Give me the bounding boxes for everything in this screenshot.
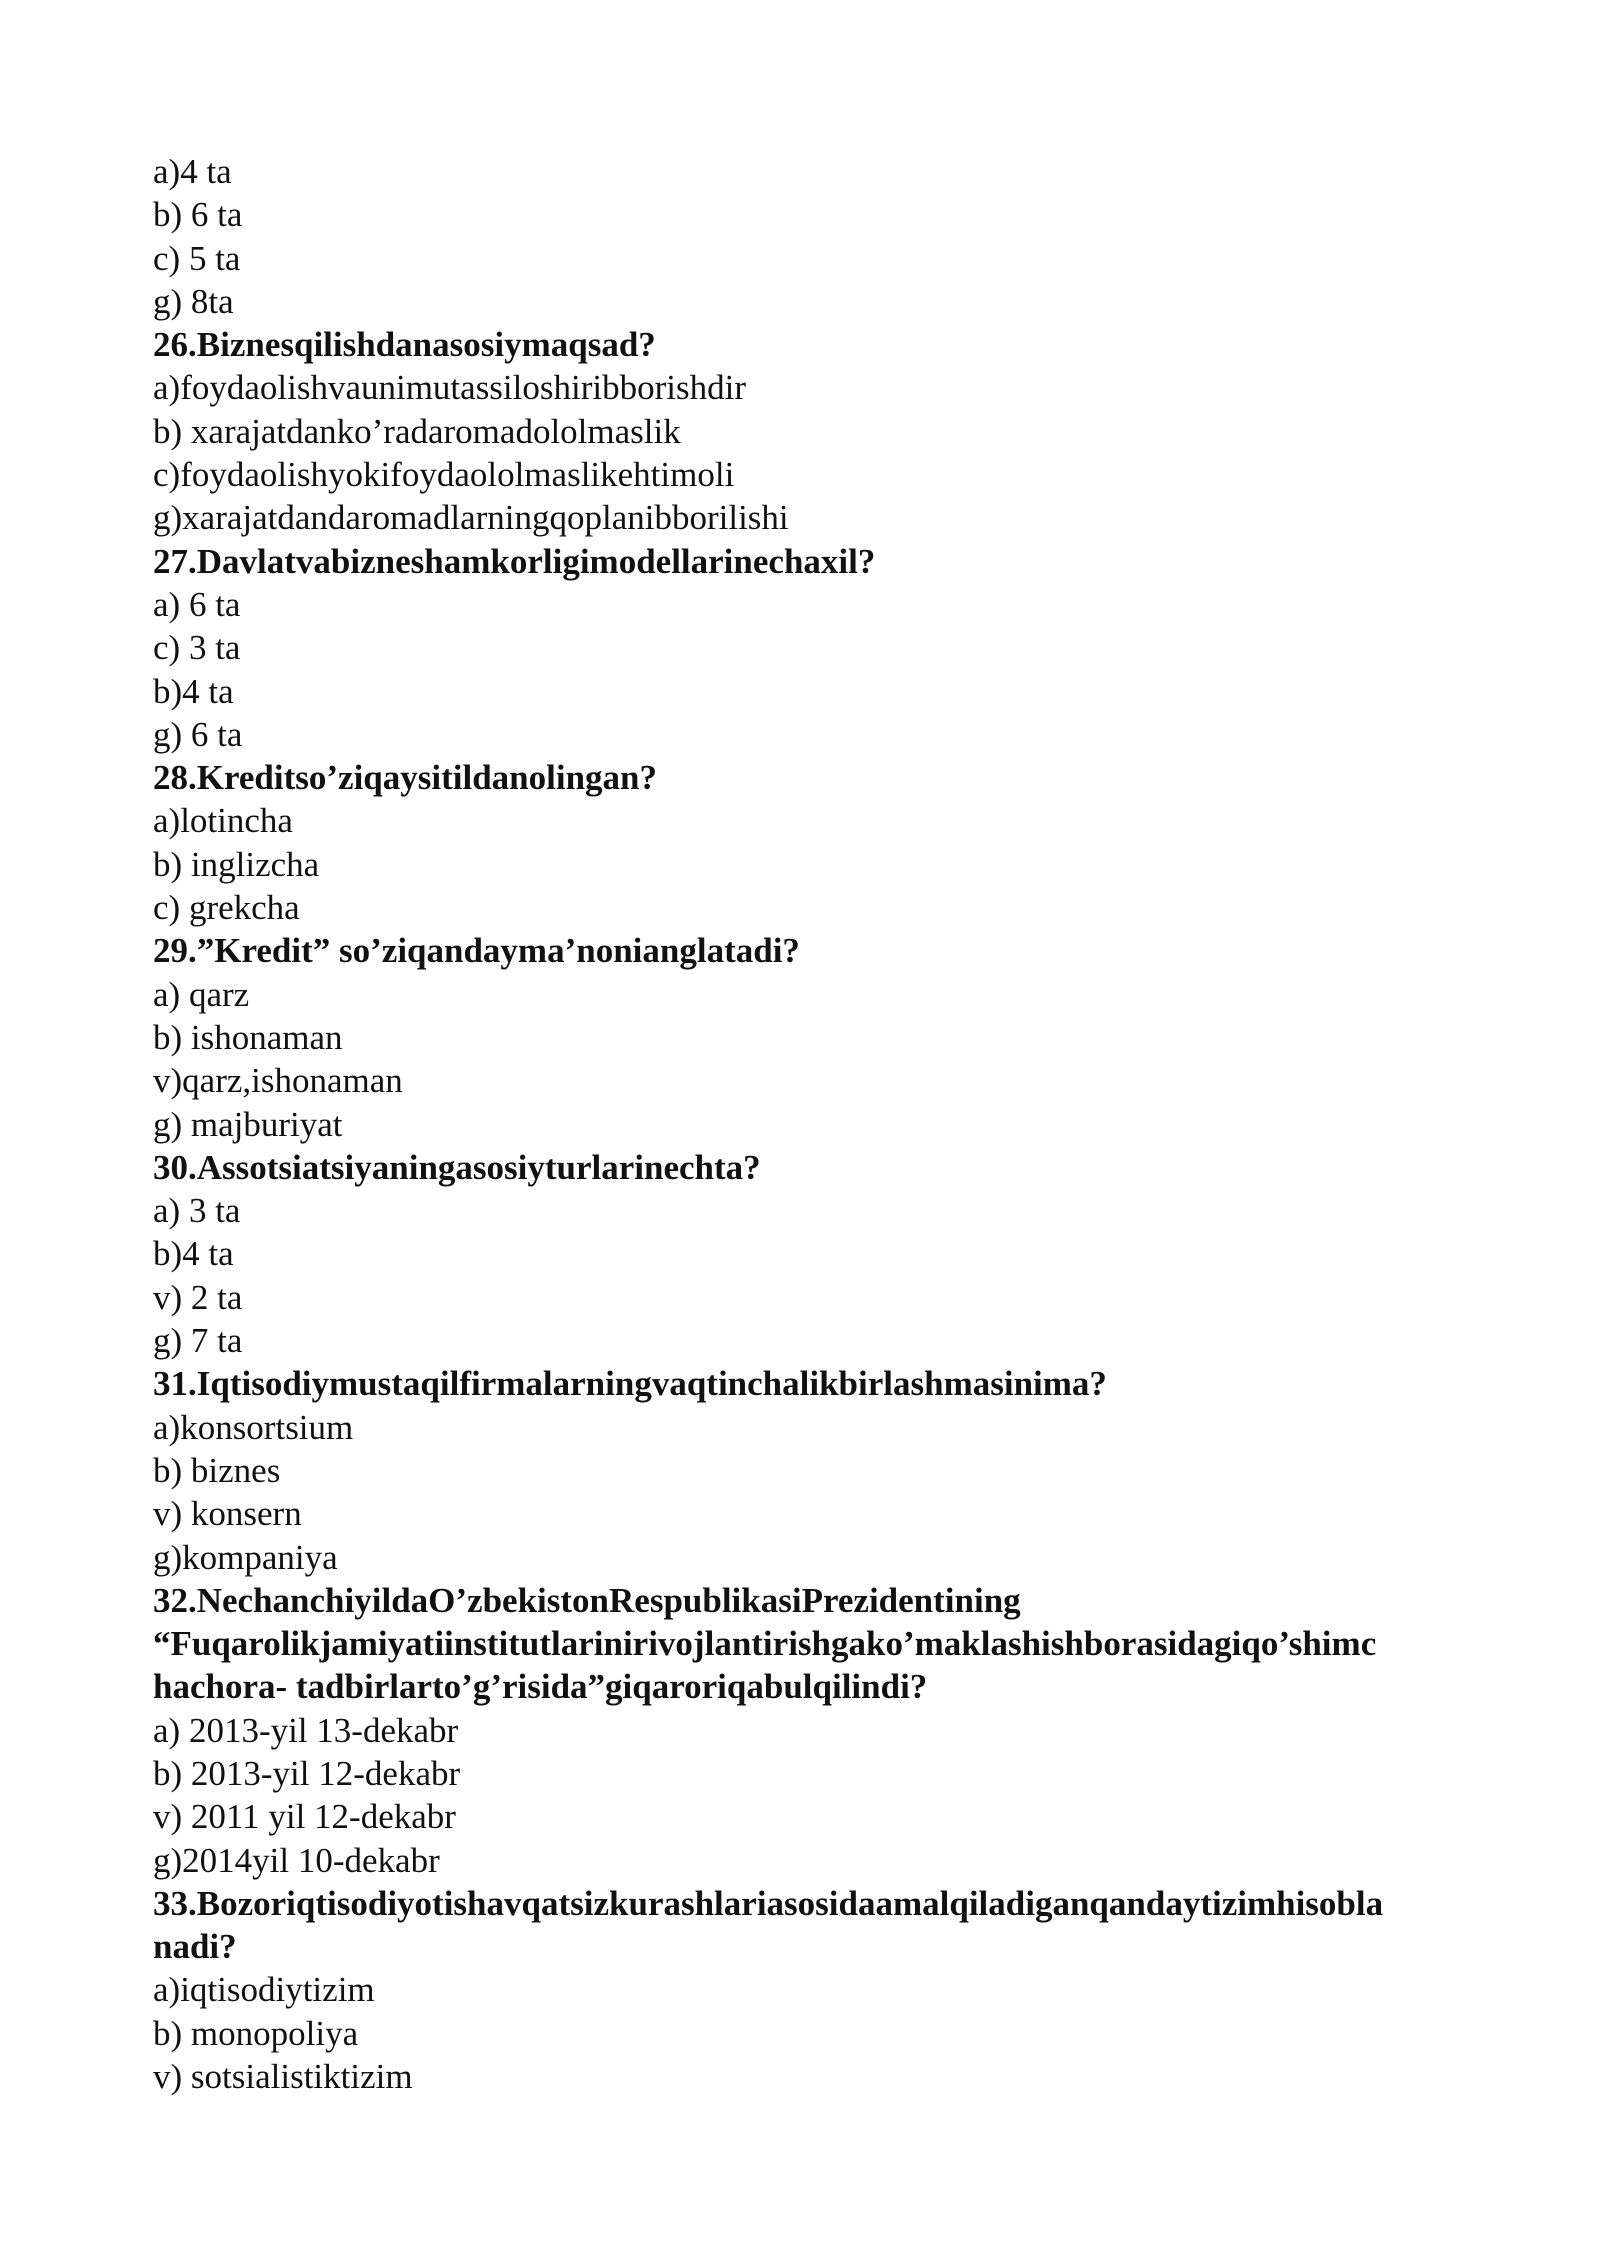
question-text: 30.Assotsiatsiyaningasosiyturlarinechta? bbox=[153, 1147, 761, 1187]
answer-option: g) 7 ta bbox=[153, 1321, 243, 1361]
answer-option: g) 6 ta bbox=[153, 714, 243, 754]
answer-option: v) sotsialistiktizim bbox=[153, 2057, 413, 2097]
answer-option: c) 5 ta bbox=[153, 238, 241, 278]
question-text: hachora- tadbirlarto’g’risida”giqaroriqabulqilindi? bbox=[153, 1667, 928, 1707]
answer-option: b) ishonaman bbox=[153, 1017, 343, 1057]
answer-option: b) inglizcha bbox=[153, 844, 320, 884]
question-text: 29.”Kredit” so’ziqandayma’nonianglatadi? bbox=[153, 931, 800, 971]
question-text: 32.NechanchiyildaO’zbekistonRespublikasiPrezidentining bbox=[153, 1580, 1021, 1620]
answer-option: b) biznes bbox=[153, 1450, 281, 1490]
answer-option: b) 6 ta bbox=[153, 195, 243, 235]
answer-option: g)2014yil 10-dekabr bbox=[153, 1840, 440, 1880]
answer-option: a)iqtisodiytizim bbox=[153, 1970, 375, 2010]
question-text: “Fuqarolikjamiyatiinstitutlarinirivojlantirishgako’maklashishborasidagiqo’shimc bbox=[153, 1624, 1377, 1664]
answer-option: v) 2011 yil 12-dekabr bbox=[153, 1797, 456, 1837]
answer-option: v) konsern bbox=[153, 1494, 302, 1534]
question-text: 27.Davlatvabizneshamkorligimodellarinechaxil? bbox=[153, 541, 876, 581]
question-text: 28.Kreditso’ziqaysitildanolingan? bbox=[153, 758, 658, 798]
question-text: 33.Bozoriqtisodiyotishavqatsizkurashlariasosidaamalqiladiganqandaytizimhisobla bbox=[153, 1883, 1384, 1923]
answer-option: a) qarz bbox=[153, 974, 250, 1014]
answer-option: b)4 ta bbox=[153, 1234, 234, 1274]
answer-option: a)lotincha bbox=[153, 801, 293, 841]
answer-option: a) 6 ta bbox=[153, 584, 241, 624]
answer-option: c) 3 ta bbox=[153, 628, 241, 668]
question-text: 31.Iqtisodiymustaqilfirmalarningvaqtinchalikbirlashmasinima? bbox=[153, 1364, 1107, 1404]
answer-option: b)4 ta bbox=[153, 671, 234, 711]
answer-option: a)foydaolishvaunimutassiloshiribborishdir bbox=[153, 368, 746, 408]
question-text: nadi? bbox=[153, 1927, 237, 1967]
document-page bbox=[153, 150, 1483, 2098]
answer-option: b) xarajatdanko’radaromadololmaslik bbox=[153, 411, 681, 451]
answer-option: g)xarajatdandaromadlarningqoplanibborilishi bbox=[153, 498, 789, 538]
answer-option: c)foydaolishyokifoydaololmaslikehtimoli bbox=[153, 455, 735, 495]
answer-option: a)konsortsium bbox=[153, 1407, 354, 1447]
answer-option: a) 2013-yil 13-dekabr bbox=[153, 1710, 459, 1750]
answer-option: g) majburiyat bbox=[153, 1104, 343, 1144]
answer-option: b) 2013-yil 12-dekabr bbox=[153, 1753, 461, 1793]
answer-option: a)4 ta bbox=[153, 152, 232, 191]
answer-option: g) 8ta bbox=[153, 281, 234, 321]
answer-option: c) grekcha bbox=[153, 888, 300, 928]
answer-option: v)qarz,ishonaman bbox=[153, 1061, 403, 1101]
answer-option: a) 3 ta bbox=[153, 1191, 241, 1231]
answer-option: g)kompaniya bbox=[153, 1537, 338, 1577]
answer-option: b) monopoliya bbox=[153, 2013, 359, 2053]
question-text: 26.Biznesqilishdanasosiymaqsad? bbox=[153, 325, 656, 365]
answer-option: v) 2 ta bbox=[153, 1277, 243, 1317]
